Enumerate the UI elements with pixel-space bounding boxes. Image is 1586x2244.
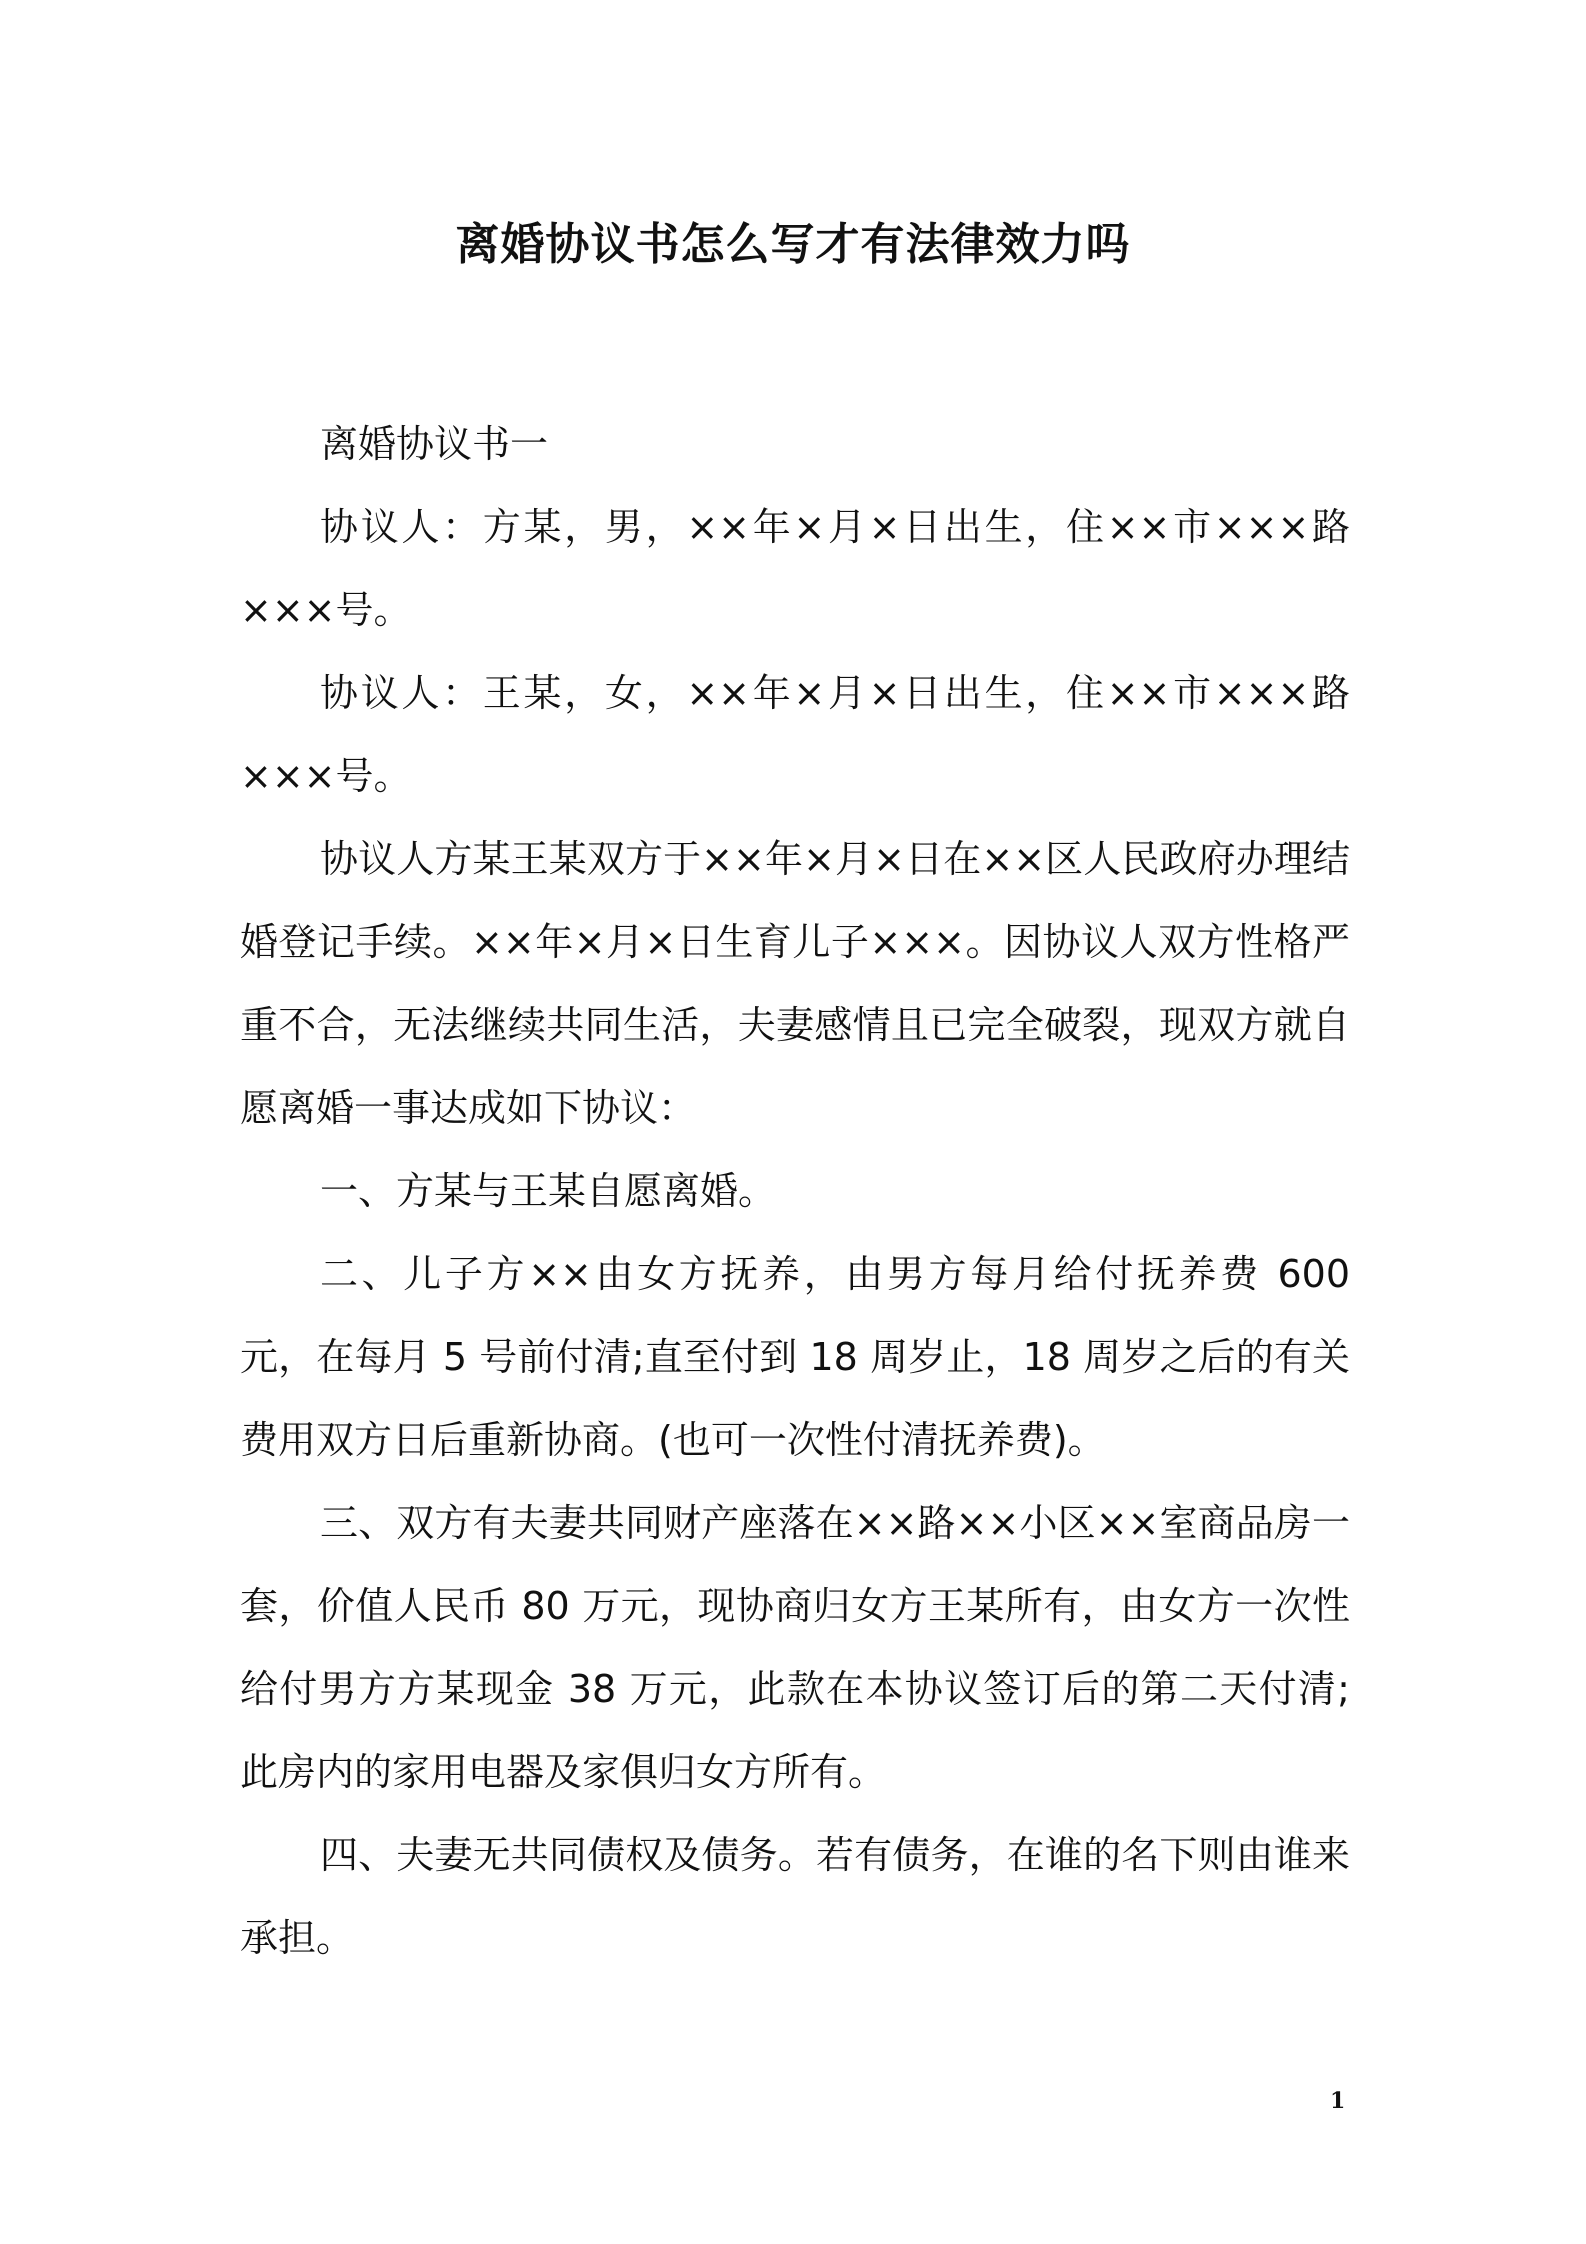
party-one-paragraph: 协议人：方某，男，××年×月×日出生，住××市×××路×××号。 <box>240 505 1350 632</box>
party-two-paragraph: 协议人：王某，女，××年×月×日出生，住××市×××路×××号。 <box>240 671 1350 798</box>
background-paragraph: 协议人方某王某双方于××年×月×日在××区人民政府办理结婚登记手续。××年×月×日生育儿子×××。因协议人双方性格严重不合，无法继续共同生活，夫妻感情且已完全破裂，现双方就自愿离婚一事达成如下协议： <box>240 837 1350 1130</box>
document-body <box>240 403 1350 1980</box>
clause-three: 三、双方有夫妻共同财产座落在××路××小区××室商品房一套，价值人民币 80 万元，现协商归女方王某所有，由女方一次性给付男方方某现金 38 万元，此款在本协议签订后的第二天付清;此房内的家用电器及家俱归女方所有。 <box>240 1501 1350 1794</box>
section-heading: 离婚协议书一 <box>320 422 549 466</box>
clause-four: 四、夫妻无共同债权及债务。若有债务，在谁的名下则由谁来承担。 <box>240 1833 1350 1960</box>
page-number: 1 <box>1330 2088 1346 2114</box>
document-title: 离婚协议书怎么写才有法律效力吗 <box>455 219 1131 270</box>
clause-one: 一、方某与王某自愿离婚。 <box>320 1169 777 1213</box>
clause-two: 二、儿子方××由女方抚养，由男方每月给付抚养费 600 元，在每月 5 号前付清;直至付到 18 周岁止，18 周岁之后的有关费用双方日后重新协商。(也可一次性付清抚养费)。 <box>240 1252 1350 1462</box>
